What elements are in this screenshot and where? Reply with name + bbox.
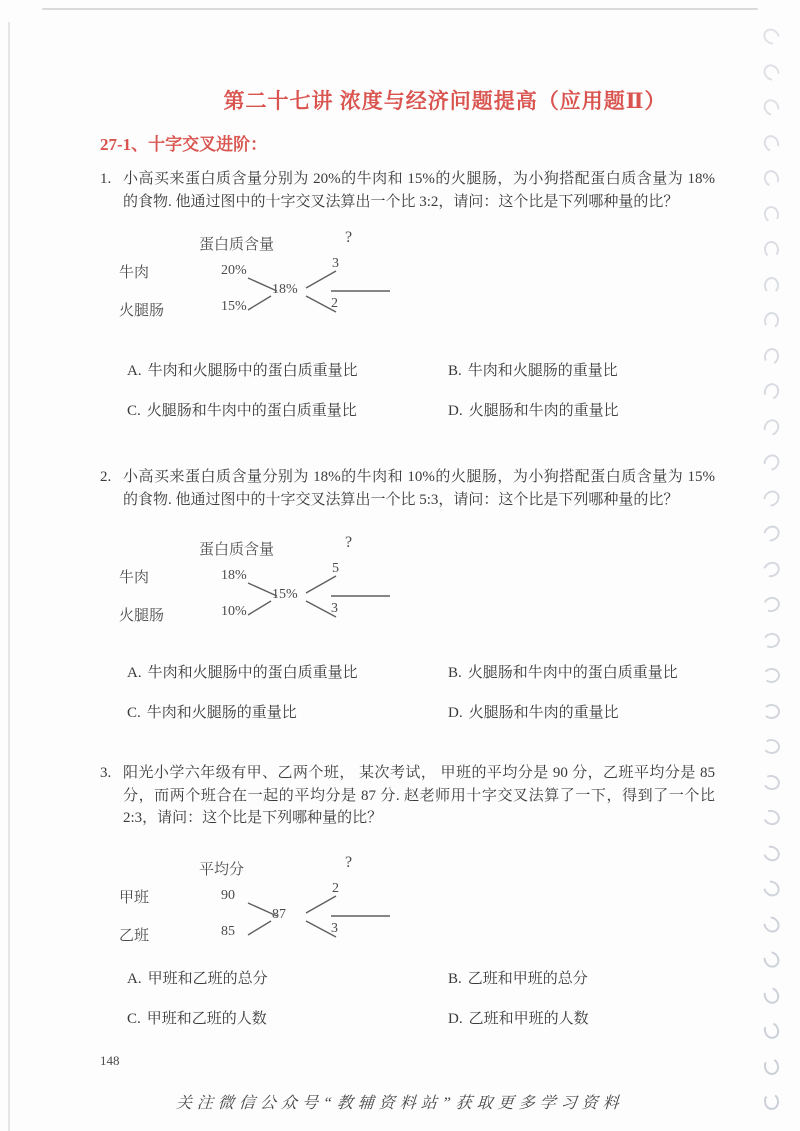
option-d	[448, 400, 747, 422]
option-label: B.	[448, 665, 462, 681]
option-text: 火腿肠和牛肉的重量比	[468, 403, 619, 419]
option-label: D.	[448, 1010, 463, 1027]
diagram-ratio-bottom: 3	[331, 601, 338, 616]
diagram-row1-label: 牛肉	[119, 265, 150, 281]
problem-number: 1.	[100, 171, 112, 187]
diagram-column-header: 蛋白质含量	[199, 237, 275, 253]
option-c	[127, 400, 448, 422]
diagram-center-value: 87	[272, 906, 286, 922]
option-label: B.	[448, 970, 462, 987]
page-content	[100, 86, 790, 1030]
problem-1	[100, 168, 790, 422]
option-text: 乙班和甲班的总分	[467, 970, 588, 987]
option-label: A.	[127, 970, 142, 987]
problem-3-options	[127, 968, 747, 1030]
problem-3-text	[100, 762, 715, 830]
cross-lines	[115, 858, 425, 953]
option-d	[448, 1008, 747, 1030]
option-text: 牛肉和火腿肠中的蛋白质重量比	[147, 665, 358, 681]
diagram-column-header: 蛋白质含量	[199, 542, 275, 558]
diagram-row1-value: 20%	[221, 263, 247, 278]
option-text: 乙班和甲班的人数	[468, 1010, 589, 1027]
diagram-ratio-bottom: 3	[331, 920, 338, 936]
cross-diagram-2	[115, 534, 425, 633]
diagram-row2-label: 乙班	[119, 927, 150, 944]
diagram-row1-value: 90	[221, 887, 235, 903]
cross-diagram-3	[115, 853, 425, 953]
cross-lines	[115, 538, 425, 633]
cross-lines	[115, 233, 425, 328]
option-label: A.	[127, 665, 142, 681]
diagram-row2-label: 火腿肠	[119, 303, 165, 319]
coil-mark	[762, 1056, 781, 1076]
option-b	[448, 662, 747, 684]
option-label: A.	[127, 363, 142, 379]
section-heading: 27-1、十字交叉进阶：	[100, 135, 268, 154]
option-label: D.	[448, 705, 463, 721]
option-text: 牛肉和火腿肠的重量比	[467, 363, 618, 379]
page-number: 148	[100, 1053, 120, 1068]
option-label: C.	[127, 1010, 141, 1027]
option-c	[127, 1008, 448, 1030]
option-text: 牛肉和火腿肠中的蛋白质重量比	[147, 363, 358, 379]
diagram-ratio-top: 3	[332, 256, 339, 271]
diagram-row2-value: 15%	[221, 299, 247, 314]
scan-edge-left	[8, 22, 10, 1131]
problem-1-text	[100, 168, 715, 213]
option-d	[448, 702, 747, 724]
diagram-ratio-top: 5	[332, 561, 339, 576]
option-b	[448, 968, 747, 990]
option-c	[127, 702, 448, 724]
option-b	[448, 360, 747, 382]
option-text: 火腿肠和牛肉中的蛋白质重量比	[146, 403, 357, 419]
problem-number: 3.	[100, 765, 112, 781]
option-label: C.	[127, 705, 141, 721]
diagram-row1-value: 18%	[221, 568, 247, 583]
diagram-center-value: 18%	[272, 282, 298, 297]
diagram-question-mark: ?	[345, 853, 353, 871]
diagram-row2-label: 火腿肠	[119, 608, 165, 624]
diagram-question-mark: ?	[345, 229, 353, 246]
problem-statement: 小高买来蛋白质含量分别为 20%的牛肉和 15%的火腿肠，为小狗搭配蛋白质含量为 18% 的食物. 他通过图中的十字交叉法算出一个比 3:2，请问：这个比是下列哪种量的比？	[123, 171, 715, 210]
diagram-row1-label: 甲班	[119, 889, 150, 906]
option-label: B.	[448, 363, 462, 379]
diagram-row2-value: 10%	[221, 604, 247, 619]
coil-mark	[760, 25, 783, 47]
problem-number: 2.	[100, 469, 112, 485]
problem-2	[100, 466, 790, 724]
diagram-row2-value: 85	[221, 923, 235, 939]
page-title: 第二十七讲 浓度与经济问题提高（应用题Ⅱ）	[223, 89, 667, 113]
option-text: 火腿肠和牛肉中的蛋白质重量比	[467, 665, 678, 681]
footer-watermark: 关注微信公众号“教辅资料站”获取更多学习资料	[175, 1095, 625, 1112]
diagram-row1-label: 牛肉	[119, 570, 150, 586]
diagram-ratio-bottom: 2	[331, 296, 338, 311]
option-a	[127, 360, 448, 382]
option-a	[127, 662, 448, 684]
diagram-ratio-top: 2	[332, 880, 339, 896]
diagram-column-header: 平均分	[199, 861, 245, 878]
option-label: D.	[448, 403, 463, 419]
option-text: 牛肉和火腿肠的重量比	[146, 705, 297, 721]
problem-2-options	[127, 662, 747, 724]
cross-diagram-1	[115, 229, 425, 328]
option-text: 火腿肠和牛肉的重量比	[468, 705, 619, 721]
problem-statement: 小高买来蛋白质含量分别为 18%的牛肉和 10%的火腿肠，为小狗搭配蛋白质含量为 15% 的食物. 他通过图中的十字交叉法算出一个比 5:3，请问：这个比是下列哪种量的比？	[123, 469, 715, 508]
problem-1-options	[127, 360, 747, 422]
option-label: C.	[127, 403, 141, 419]
option-text: 甲班和乙班的总分	[147, 970, 268, 987]
diagram-question-mark: ?	[345, 534, 353, 551]
option-a	[127, 968, 448, 990]
diagram-center-value: 15%	[272, 587, 298, 602]
option-text: 甲班和乙班的人数	[146, 1010, 267, 1027]
problem-2-text	[100, 466, 715, 511]
problem-statement: 阳光小学六年级有甲、乙两个班， 某次考试， 甲班的平均分是 90 分，乙班平均分是 85 分，而两个班合在一起的平均分是 87 分. 赵老师用十字交叉法算了一下，得到了一个比 2:3，请问：这个比是下列哪种量的比？	[123, 765, 715, 826]
scan-edge-top	[42, 8, 758, 10]
problem-3	[100, 762, 790, 1030]
coil-mark	[760, 61, 783, 84]
